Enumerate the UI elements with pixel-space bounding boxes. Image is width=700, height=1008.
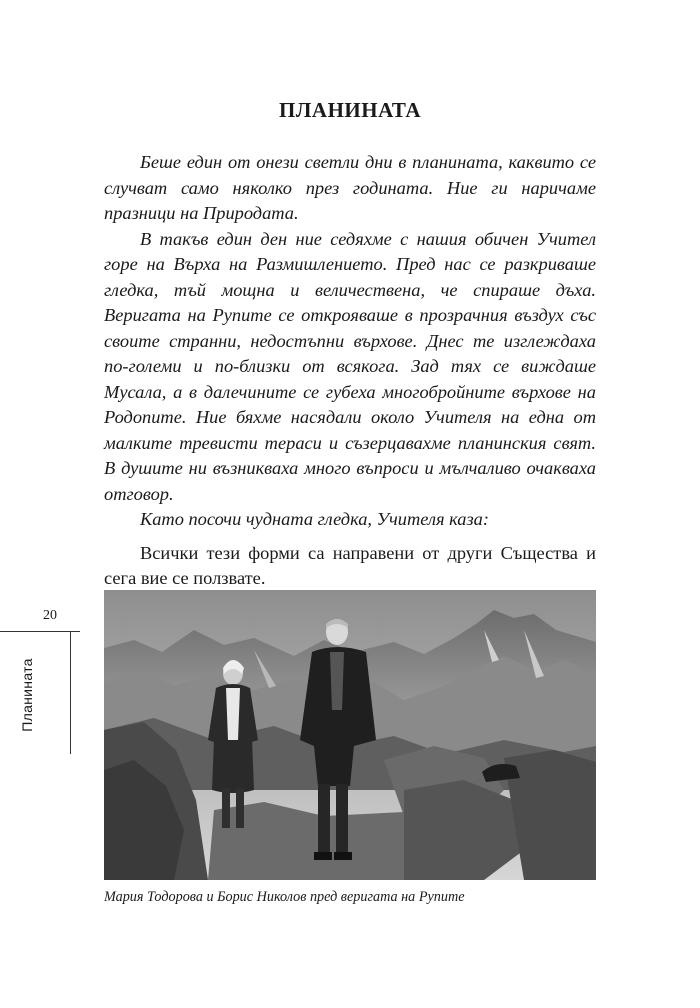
chapter-title: ПЛАНИНАТА (278, 98, 422, 122)
paragraph: В такъв един ден ние седяхме с нашия обичен Учител горе на Върха на Размишлението. Пред нас се разкриваше гледка, тъй мощна и величествена, че спираше дъха. Веригата на Рупите се открояваше в прозрачния въздух със своите странни, недостъпни върхове. Днес те изглеждаха по-големи и по-близки от всякога. Зад тях се виждаше Мусала, а в далечините се губеха многобройните върхове на Родопите. Ние бяхме насядали около Учителя на една от малките тревисти тераси и съзерцавахме планинския свят. В душите ни възникваха много въпроси и мълчаливо очакваха отговор. (104, 228, 596, 504)
margin-rule (70, 632, 71, 754)
photo-image (104, 590, 596, 880)
mountain-photo (104, 590, 596, 880)
narrative-block (104, 150, 596, 533)
running-title-text: Планината (19, 658, 35, 732)
paragraph: Беше един от онези светли дни в планината, каквито се случват само няколко през годината. Ние ги наричаме празници на Природата. (104, 152, 596, 223)
page-number-rule (0, 631, 80, 632)
photo-caption: Мария Тодорова и Борис Николов пред веригата на Рупите (104, 889, 465, 905)
page-number: 20 (43, 608, 57, 623)
paragraph: Всички тези форми са направени от други Същества и сега вие се ползвате. (104, 542, 596, 588)
paragraph: Като посочи чудната гледка, Учителя каза: (140, 509, 489, 529)
running-title (14, 630, 40, 760)
